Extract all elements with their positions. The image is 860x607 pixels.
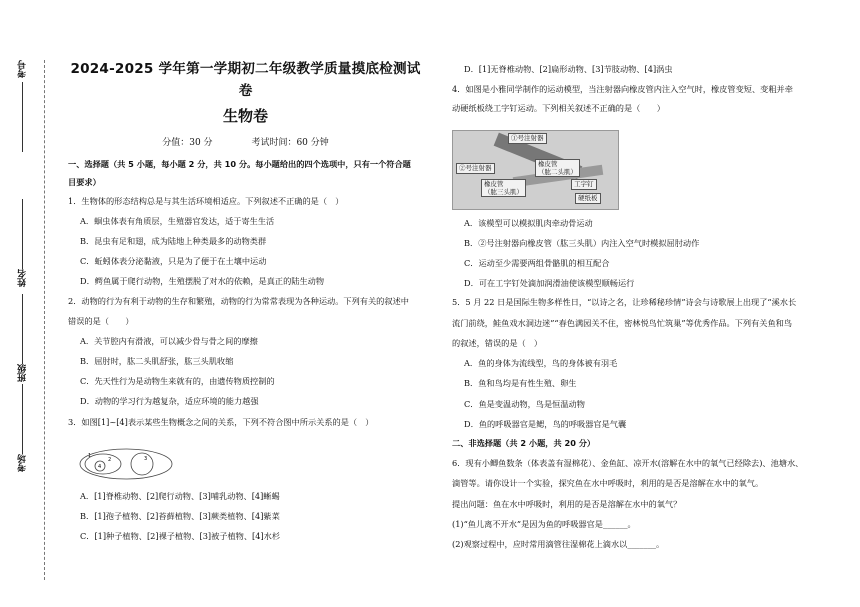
exam-room-line: [22, 384, 23, 454]
venn-label-1: 1: [88, 453, 92, 459]
gutter-dashed-line: [44, 60, 45, 580]
q5-stem: 5．5 月 22 日是国际生物多样性日，“以诗之名，让珍稀秘珍情”诗会与诗歌展上出现了“溪水长: [452, 297, 797, 307]
binding-gutter: [0, 0, 60, 607]
right-column: [452, 0, 847, 607]
q3-option-a[interactable]: A．[1]脊椎动物、[2]爬行动物、[3]哺乳动物、[4]蜥蜴: [80, 491, 280, 501]
exam-number-field[interactable]: [16, 60, 29, 152]
q6-stem: 6．现有小鲫鱼数条（体表盖有湿棉花）、金鱼缸、凉开水(溶解在水中的氧气已经除去)、池塘水、: [452, 458, 804, 468]
section2-heading: 二、非选择题（共 2 小题，共 20 分）: [452, 438, 596, 448]
q5-option-b[interactable]: B．鱼和鸟均是有性生殖、卵生: [464, 378, 577, 388]
q1-option-b[interactable]: B．昆虫有足和翅，成为陆地上种类最多的动物类群: [80, 236, 267, 246]
section1-heading: 一、选择题（共 5 小题，每小题 2 分，共 10 分。每小题给出的四个选项中，只有一个符合题: [68, 159, 411, 169]
movement-model-image: [452, 130, 619, 210]
exam-number-label: 考号: [18, 60, 28, 78]
q6-sub2[interactable]: (2)观察过程中，应时常用滴管往湿棉花上滴水以_______。: [452, 539, 665, 549]
q4-option-c[interactable]: C．运动至少需要两组骨骼肌的相互配合: [464, 258, 610, 268]
exam-room-field[interactable]: [16, 380, 29, 472]
q3-option-d[interactable]: D．[1]无脊椎动物、[2]扁形动物、[3]节肢动物、[4]涡虫: [464, 64, 673, 74]
q2-stem: 2．动物的行为有利于动物的生存和繁殖，动物的行为常常表现为各种运动。下列有关的叙述中: [68, 296, 409, 306]
venn-label-4: 4: [98, 464, 102, 470]
exam-number-line: [22, 82, 23, 152]
q5-option-a[interactable]: A．鱼的身体为流线型，鸟的身体被有羽毛: [464, 358, 618, 368]
venn-label-3: 3: [144, 456, 148, 462]
q3-option-b[interactable]: B．[1]孢子植物、[2]苔藓植物、[3]蕨类植物、[4]紫菜: [80, 511, 280, 521]
q4-option-b[interactable]: B．②号注射器向橡皮管（肱三头肌）内注入空气时模拟屈肘动作: [464, 238, 700, 248]
q4-option-a[interactable]: A．该模型可以模拟肌肉牵动骨运动: [464, 218, 593, 228]
q5-stem-cont1: 流门前绕，鲑鱼戏水洞边迷”“春色满园关不住，密林悦鸟忙筑巢”等优秀作品。下列有关鱼和鸟: [452, 318, 793, 328]
syringe-2-label: ②号注射器: [456, 163, 495, 174]
name-line: [22, 199, 23, 269]
venn-label-2: 2: [108, 457, 112, 463]
q1-option-c[interactable]: C．蚯蚓体表分泌黏液，只是为了便于在土壤中运动: [80, 256, 267, 266]
name-label: 姓名: [18, 269, 28, 287]
q2-option-b[interactable]: B．屈肘时，肱二头肌舒张，肱三头肌收缩: [80, 356, 234, 366]
q4-option-d[interactable]: D．可在工字钉处滴加润滑油使该模型顺畅运行: [464, 278, 635, 288]
syringe-1-label: ①号注射器: [508, 133, 547, 144]
q6-question: 提出问题：鱼在水中呼吸时，利用的是否是溶解在水中的氧气？: [452, 499, 682, 509]
class-field[interactable]: [16, 290, 29, 382]
time-info: 考试时间：60 分钟: [251, 138, 329, 148]
q2-option-d[interactable]: D．动物的学习行为越复杂，适应环境的能力越强: [80, 396, 259, 406]
pin-label: 工字钉: [571, 179, 597, 190]
q2-option-c[interactable]: C．先天性行为是动物生来就有的，由遗传物质控制的: [80, 376, 275, 386]
q1-option-a[interactable]: A．蛔虫体表有角质层，生殖器官发达，适于寄生生活: [80, 216, 275, 226]
q3-option-c[interactable]: C．[1]种子植物、[2]裸子植物、[3]被子植物、[4]水杉: [80, 531, 281, 541]
q5-stem-cont2: 的叙述，错误的是（ ）: [452, 338, 543, 348]
q2-stem-cont: 错误的是（ ）: [68, 316, 134, 326]
class-line: [22, 294, 23, 364]
score-info: 分值：30 分: [162, 138, 213, 148]
concept-venn-diagram: [76, 447, 176, 481]
exam-title-line2: 卷: [238, 83, 253, 99]
q6-sub1[interactable]: (1)“鱼儿离不开水”是因为鱼的呼吸器官是______。: [452, 519, 636, 529]
q1-stem: 1．生物体的形态结构总是与其生活环境相适应。下列叙述不正确的是（ ）: [68, 196, 344, 206]
q2-option-a[interactable]: A．关节腔内有滑液，可以减少骨与骨之间的摩擦: [80, 336, 258, 346]
exam-room-label: 考场: [18, 454, 28, 472]
q5-option-c[interactable]: C．鱼是变温动物，鸟是恒温动物: [464, 399, 585, 409]
exam-title-line1: 2024-2025 学年第一学期初二年级教学质量摸底检测试: [70, 61, 421, 77]
section1-heading-cont: 目要求）: [68, 177, 101, 187]
class-label: 班级: [18, 364, 28, 382]
left-column: [68, 0, 423, 607]
q4-stem-cont: 动硬纸板绕工字钉运动。下列相关叙述不正确的是（ ）: [452, 103, 665, 113]
name-field[interactable]: [16, 195, 29, 287]
q4-stem: 4．如图是小雅同学制作的运动模型，当注射器向橡皮管内注入空气时，橡皮管变短、变粗并牵: [452, 84, 793, 94]
cardboard-label: 硬纸板: [575, 193, 601, 204]
biceps-tube-label: 橡皮管 （肱二头肌）: [535, 159, 580, 177]
exam-meta: [68, 137, 423, 149]
subject-title: 生物卷: [222, 107, 268, 125]
q1-option-d[interactable]: D．鳄鱼属于爬行动物，生殖摆脱了对水的依赖，是真正的陆生动物: [80, 276, 325, 286]
q6-stem-cont: 滴管等。请你设计一个实验，探究鱼在水中呼吸时，利用的是否是溶解在水中的氧气。: [452, 478, 764, 488]
venn-circle-3: [131, 453, 153, 475]
venn-circle-1: [80, 449, 172, 479]
q3-stem: 3．如图[1]~[4]表示某些生物概念之间的关系，下列不符合图中所示关系的是（ ）: [68, 417, 374, 427]
q5-option-d[interactable]: D．鱼的呼吸器官是鳃，鸟的呼吸器官是气囊: [464, 419, 627, 429]
triceps-tube-label: 橡皮管 （肱三头肌）: [481, 179, 526, 197]
